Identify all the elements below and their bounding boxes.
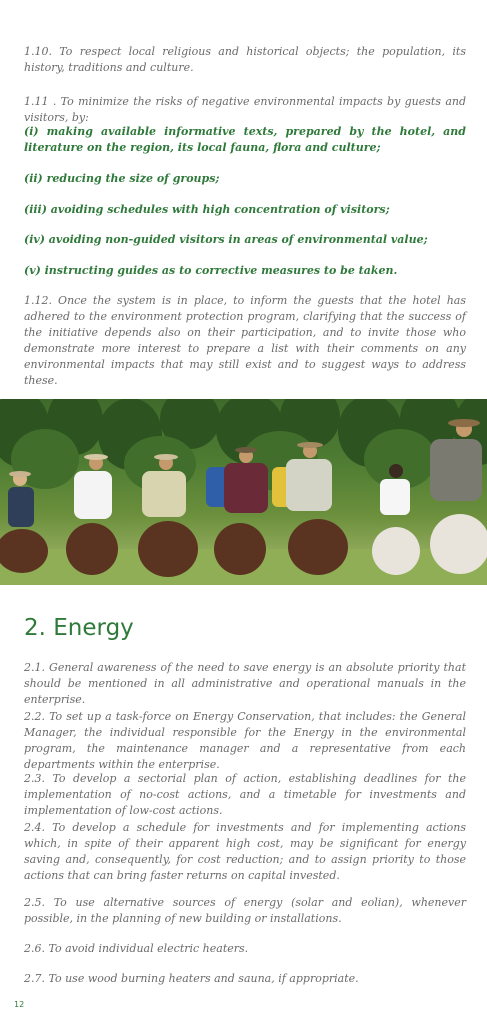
energy-heading: 2. Energy <box>24 615 134 641</box>
item-2-1: 2.1. General awareness of the need to save energy is an absolute priority that should be mentioned in all administrative and operational manuals in the enterprise. <box>24 661 466 706</box>
photo-illustration <box>0 399 487 585</box>
sub-item-iii: (iii) avoiding schedules with high concentration of visitors; <box>24 203 390 216</box>
item-1-11: 1.11 . To minimize the risks of negative environmental impacts by guests and visitors, by: <box>24 95 466 124</box>
sub-item-iv: (iv) avoiding non-guided visitors in areas of environmental value; <box>24 233 428 246</box>
sub-item-v: (v) instructing guides as to corrective measures to be taken. <box>24 264 398 277</box>
item-1-10: 1.10. To respect local religious and historical objects; the population, its history, traditions and culture. <box>24 45 466 74</box>
item-2-4: 2.4. To develop a schedule for investments and for implementing actions which, in spite of their apparent high cost, may be significant for energy saving and, consequently, for cost reduction; and to assign priority to those actions that can bring faster returns on capital invested. <box>24 821 466 882</box>
item-2-5: 2.5. To use alternative sources of energy (solar and eolian), whenever possible, in the planning of new building or installations. <box>24 896 466 925</box>
sub-item-i: (i) making available informative texts, prepared by the hotel, and literature on the region, its local fauna, flora and culture; <box>24 125 466 154</box>
sub-item-ii: (ii) reducing the size of groups; <box>24 172 220 185</box>
horse-riders-photo <box>0 399 487 585</box>
item-2-2: 2.2. To set up a task-force on Energy Conservation, that includes: the General Manager, the individual responsible for the Energy in the environmental program, the maintenance manager and a representative from each departments within the enterprise. <box>24 710 466 771</box>
item-2-6: 2.6. To avoid individual electric heaters. <box>24 942 249 955</box>
page-number: 12 <box>14 1000 25 1009</box>
item-1-12: 1.12. Once the system is in place, to inform the guests that the hotel has adhered to the environment protection program, clarifying that the success of the initiative depends also on their participation, and to invite those who demonstrate more interest to prepare a list with their comments on any environmental impacts that may still exist and to suggest ways to address these. <box>24 294 466 387</box>
top-section <box>24 44 466 76</box>
item-2-7: 2.7. To use wood burning heaters and sauna, if appropriate. <box>24 972 359 985</box>
item-2-3: 2.3. To develop a sectorial plan of action, establishing deadlines for the implementation of no-cost actions, and a timetable for investments and implementation of low-cost actions. <box>24 772 466 817</box>
